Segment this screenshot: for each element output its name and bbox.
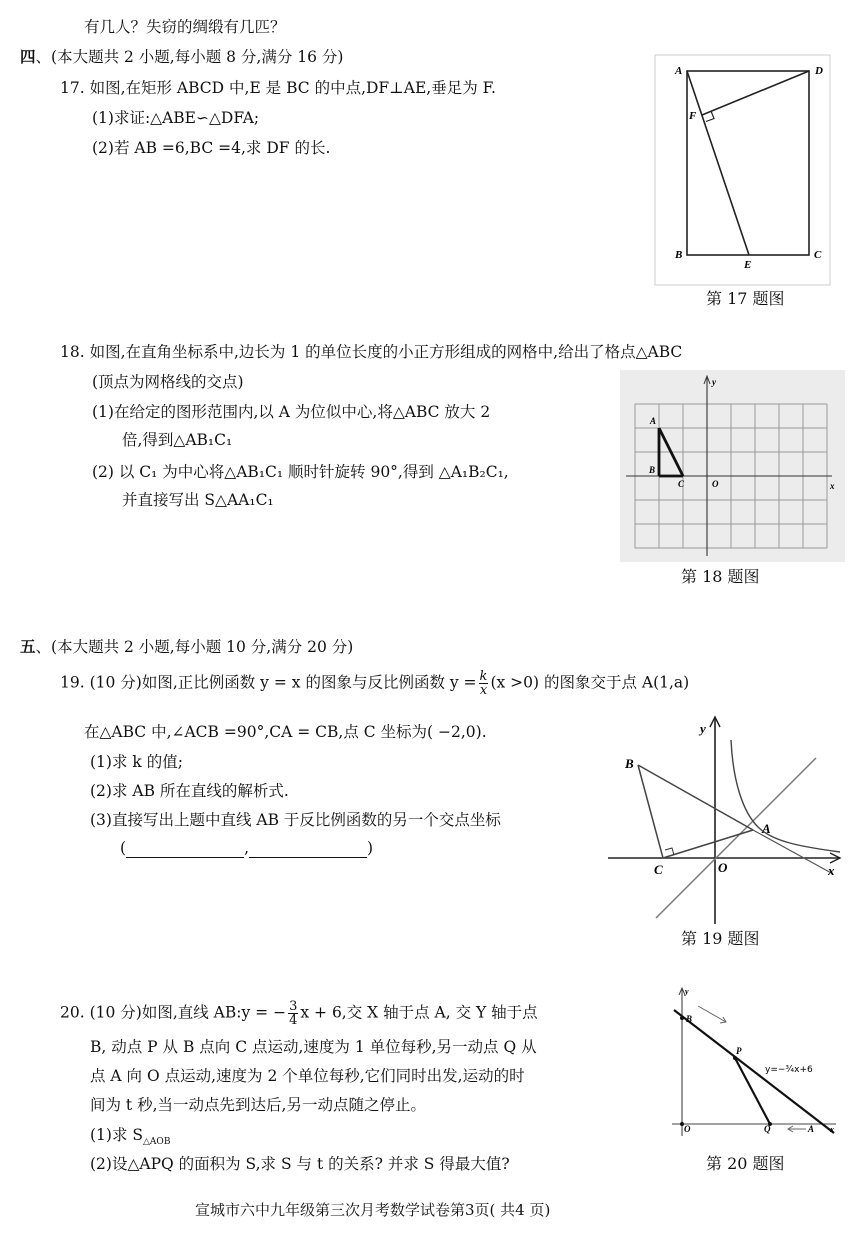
q20-stem (60, 1000, 538, 1027)
label-a: A (762, 821, 771, 836)
line-ab-extension (753, 830, 833, 874)
q19-stem (60, 670, 689, 697)
label-c: C (814, 249, 822, 261)
label-p: P (736, 1046, 742, 1056)
q20-stem-b: x + 6,交 X 轴于点 A, 交 Y 轴于点 (300, 1003, 538, 1022)
q19-blank-y (249, 843, 367, 858)
label-o: O (718, 860, 728, 875)
label-y: y (712, 377, 716, 387)
label-b: B (686, 1014, 693, 1024)
right-angle-mark-c (665, 848, 674, 855)
segment-ae (687, 71, 749, 255)
section-4-text: 、(本大题共 2 小题,每小题 8 分,满分 16 分) (35, 48, 344, 66)
q19-line2: 在△ABC 中,∠ACB =90°,CA = CB,点 C 坐标为( −2,0). (84, 723, 487, 741)
q18-part1b: 倍,得到△AB₁C₁ (122, 431, 233, 449)
section-5-text: 、(本大题共 2 小题,每小题 10 分,满分 20 分) (35, 638, 354, 656)
label-a: A (808, 1124, 815, 1134)
q20-line3: 点 A 向 O 点运动,速度为 2 个单位每秒,它们同时出发,运动的时 (90, 1067, 525, 1085)
q19-frac-num: k (479, 669, 488, 684)
q20-caption: 第 20 题图 (706, 1154, 785, 1173)
label-c: C (654, 862, 663, 877)
q19-blank-x (126, 843, 244, 858)
label-b: B (625, 756, 634, 771)
q18-part2a: (2) 以 C₁ 为中心将△AB₁C₁ 顺时针旋转 90°,得到 △A₁B₂C₁, (92, 463, 509, 481)
section-5-marker: 五 (20, 637, 36, 656)
q19-part2: (2)求 AB 所在直线的解析式. (90, 782, 289, 800)
page-footer: 宣城市六中九年级第三次月考数学试卷第3页( 共4 页) (195, 1201, 551, 1219)
q20-part1-main: (1)求 S (90, 1126, 144, 1144)
rectangle-abcd (687, 71, 809, 255)
q19-frac-den: x (479, 683, 488, 698)
q17-figure (655, 55, 830, 285)
label-c: C (678, 479, 685, 489)
label-o: O (712, 479, 719, 489)
label-a: A (650, 416, 657, 426)
top-line: 有几人？失窃的绸缎有几匹？ (84, 18, 286, 36)
label-b: B (649, 465, 656, 475)
label-d: D (815, 65, 823, 77)
q20-fraction (288, 1000, 298, 1027)
point-b (680, 1016, 684, 1020)
motion-arrow-p (698, 1006, 726, 1023)
q19-stem-b: (x >0) 的图象交于点 A(1,a) (490, 673, 690, 692)
q19-close-paren: ) (367, 839, 374, 857)
q19-answer-blank (120, 838, 373, 858)
label-f: F (689, 110, 697, 122)
label-a: A (675, 65, 683, 77)
point-p (733, 1056, 737, 1060)
label-e: E (744, 259, 752, 271)
label-q: Q (764, 1124, 771, 1134)
q18-figure (620, 370, 845, 562)
q19-comma: , (244, 839, 249, 857)
q17-part2: (2)若 AB =6,BC =4,求 DF 的长. (92, 139, 331, 157)
q20-part2: (2)设△APQ 的面积为 S,求 S 与 t 的关系? 并求 S 得最大值? (90, 1155, 510, 1173)
label-x: x (830, 481, 835, 491)
label-b: B (675, 249, 683, 261)
q20-part1-sub: △AOB (143, 1137, 171, 1148)
q18-part2b: 并直接写出 S△AA₁C₁ (122, 491, 274, 509)
section-4-header (20, 47, 343, 67)
q20-line2: B, 动点 P 从 B 点向 C 点运动,速度为 1 单位每秒,另一动点 Q 从 (90, 1038, 537, 1056)
q20-part1 (90, 1125, 170, 1152)
q20-frac-den: 4 (289, 1013, 298, 1028)
q19-open-paren: ( (120, 839, 127, 857)
q20-figure (668, 986, 840, 1144)
line-equation-label: y=−¾x+6 (765, 1065, 813, 1075)
label-y: y (700, 721, 706, 736)
hyperbola (731, 740, 840, 852)
q19-stem-a: 19. (10 分)如图,正比例函数 y = x 的图象与反比例函数 y = (60, 673, 477, 692)
motion-arrow-q (788, 1126, 806, 1132)
q19-figure (608, 712, 844, 924)
section-5-header (20, 637, 353, 657)
q17-part1: (1)求证:△ABE∽△DFA; (92, 109, 260, 127)
q18-part1a: (1)在给定的图形范围内,以 A 为位似中心,将△ABC 放大 2 (92, 403, 491, 421)
label-y: y (685, 987, 689, 996)
q18-caption: 第 18 题图 (681, 567, 760, 586)
q20-stem-a: 20. (10 分)如图,直线 AB:y = − (60, 1003, 287, 1022)
label-o: O (684, 1124, 691, 1134)
q18-stem2: (顶点为网格线的交点) (92, 373, 244, 391)
q17-caption: 第 17 题图 (706, 289, 785, 308)
segment-df (702, 71, 809, 115)
q19-caption: 第 19 题图 (681, 929, 760, 948)
q19-part3: (3)直接写出上题中直线 AB 于反比例函数的另一个交点坐标 (90, 811, 501, 829)
q19-part1: (1)求 k 的值; (90, 753, 183, 771)
q20-frac-num: 3 (289, 999, 298, 1014)
q17-stem: 17. 如图,在矩形 ABCD 中,E 是 BC 的中点,DF⊥AE,垂足为 F. (60, 79, 496, 97)
label-x: x (828, 863, 835, 878)
q20-line4: 间为 t 秒,当一动点先到达后,另一动点随之停止。 (90, 1096, 426, 1114)
section-4-marker: 四 (20, 47, 36, 66)
q18-stem: 18. 如图,在直角坐标系中,边长为 1 的单位长度的小正方形组成的网格中,给出了格点△ABC (60, 343, 683, 361)
label-x: x (830, 1125, 834, 1134)
q19-fraction (479, 670, 489, 697)
